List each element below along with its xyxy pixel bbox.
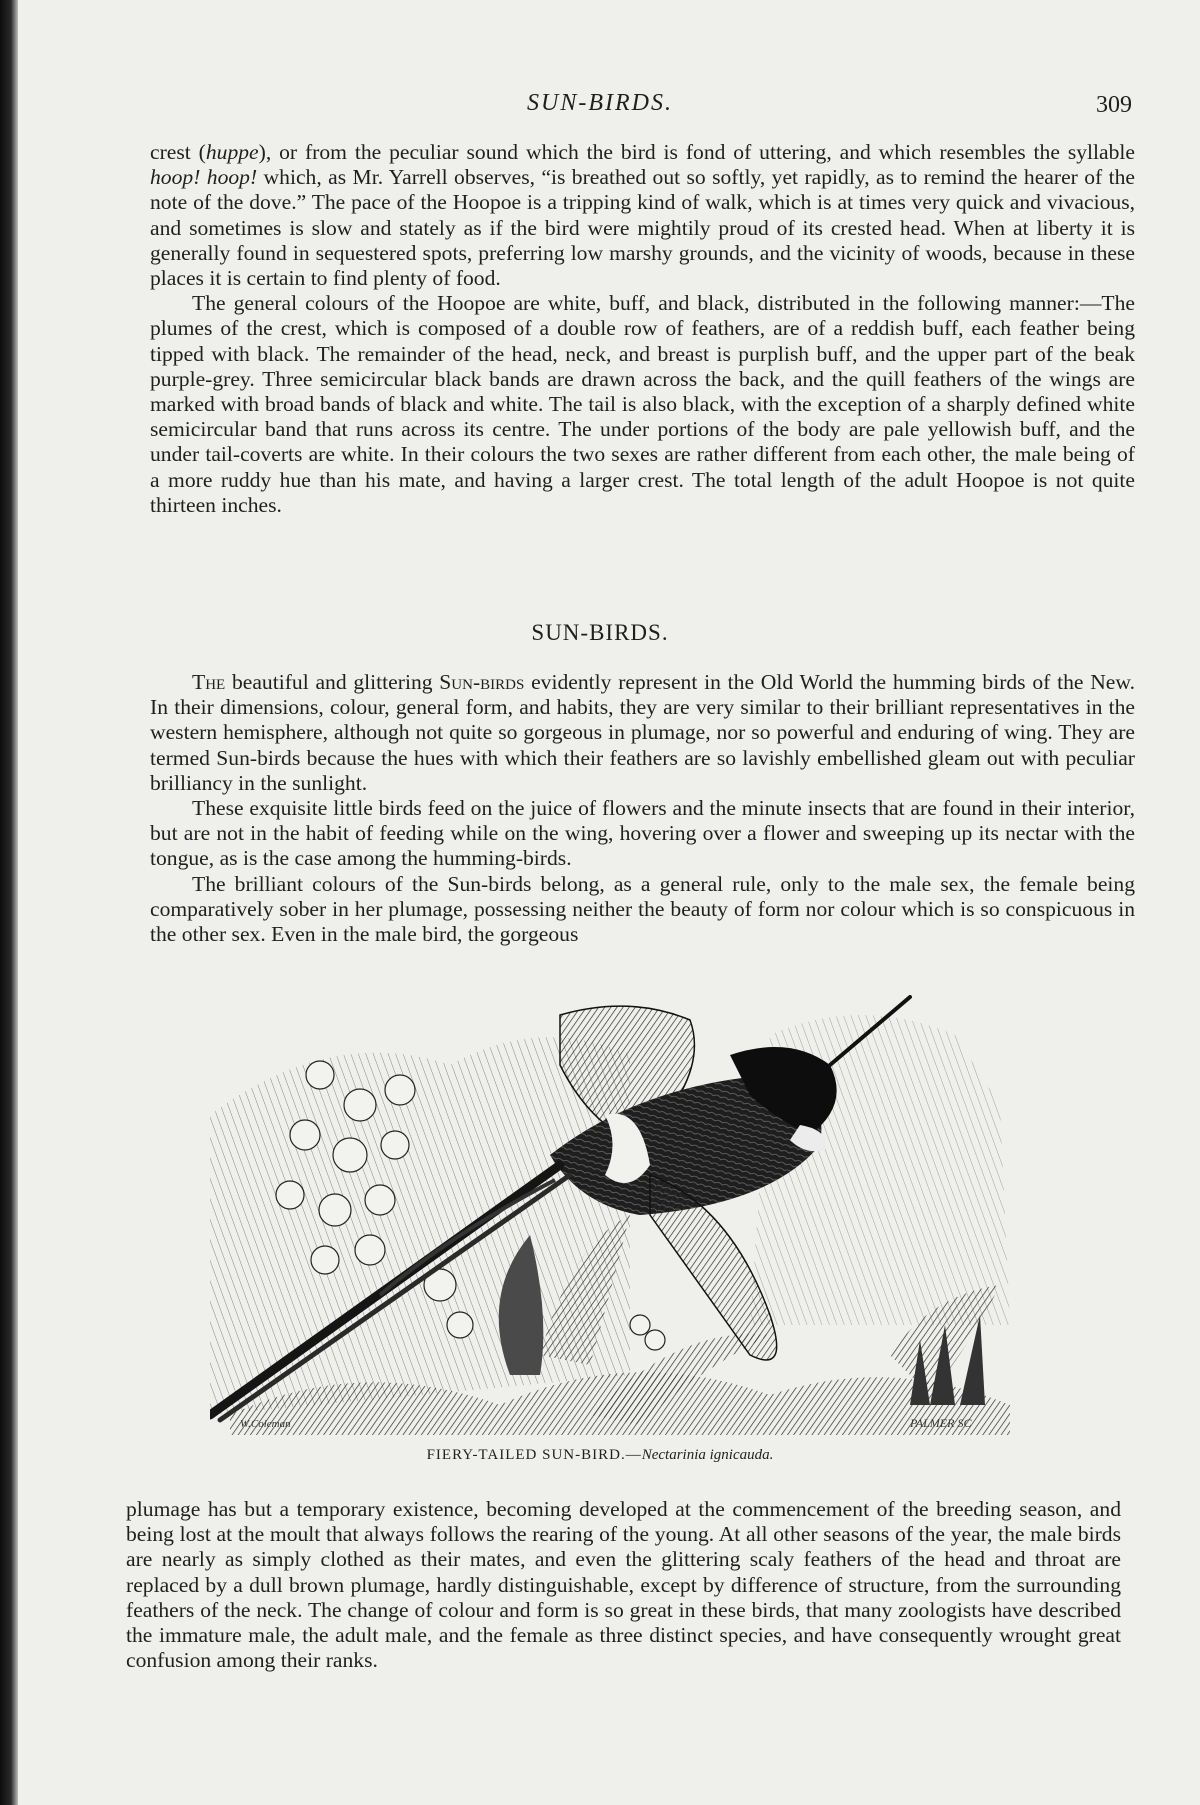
small-caps-lead: The	[192, 670, 226, 694]
sunbirds-continued-text-block	[126, 1497, 1121, 1673]
engraver-signature-left: W.Coleman	[240, 1418, 291, 1430]
figure-caption	[0, 1447, 1200, 1464]
caption-title: FIERY-TAILED SUN-BIRD.—	[426, 1447, 642, 1463]
italic-term-huppe: huppe	[205, 140, 259, 164]
paragraph-sunbirds-colours: The brilliant colours of the Sun-birds belong, as a general rule, only to the male sex, the female being comparatively sober in her plumage, possessing neither the beauty of form nor colour which is so conspicuous in the other sex. Even in the male bird, the gorgeous	[150, 871, 1135, 947]
text-run: beautiful and glittering	[225, 670, 440, 694]
section-heading: SUN-BIRDS.	[531, 620, 669, 645]
paragraph-hoopoe-colours: The general colours of the Hoopoe are white, buff, and black, distributed in the following manner:—The plumes of the crest, which is composed of a double row of feathers, are of a reddish buff, each feather being tipped with black. The remainder of the head, neck, and breast is purplish buff, and the upper part of the beak purple-grey. Three semicircular black bands are drawn across the back, and the quill feathers of the wings are marked with broad bands of black and white. The tail is also black, with the exception of a sharply defined white semicircular band that runs across its centre. The under portions of the body are pale yellowish buff, and the under tail-coverts are white. In their colours the two sexes are rather different from each other, the male being of a more ruddy hue than his mate, and having a larger crest. The total length of the adult Hoopoe is not quite thirteen inches.	[150, 291, 1135, 517]
engraver-signature-right: PALMER SC	[910, 1416, 972, 1430]
page-number: 309	[1096, 92, 1132, 118]
paragraph-hoopoe-habits	[150, 140, 1135, 291]
paragraph-sunbirds-intro	[150, 670, 1135, 796]
running-head: SUN-BIRDS.	[527, 90, 673, 116]
paragraph-sunbirds-feeding: These exquisite little birds feed on the juice of flowers and the minute insects that are found in their interior, but are not in the habit of feeding while on the wing, hovering over a flower and sweeping up its nectar with the tongue, as is the case among the humming-birds.	[150, 796, 1135, 871]
hoopoe-text-block	[150, 140, 1135, 518]
text-run: evidently represent in the Old World the humming birds of the New. In their dimensions, colour, general form, and habits, they are very similar to their brilliant representatives in the western hemisphere, although not quite so gorgeous in plumage, nor so powerful and enduring of wing. They are termed Sun-birds because the hues with which their feathers are so lavishly embellished gleam out with peculiar brilliancy in the sunlight.	[150, 670, 1135, 795]
text-run: which, as Mr. Yarrell observes, “is breathed out so softly, yet rapidly, as to remind the hearer of the note of the dove.” The pace of the Hoopoe is a tripping kind of walk, which is at times very quick and vivacious, and sometimes is slow and stately as if the bird were mightily proud of its crested head. When at liberty it is generally found in sequestered spots, preferring low marshy grounds, and the vicinity of woods, because in these places it is certain to find plenty of food.	[150, 165, 1135, 291]
sunbirds-text-block	[150, 670, 1135, 947]
caption-latin-name: Nectarinia ignicauda.	[641, 1447, 774, 1463]
sunbird-engraving	[210, 995, 1055, 1435]
italic-term-hoop: hoop! hoop!	[150, 165, 258, 190]
text-run: ), or from the peculiar sound which the bird is fond of uttering, and which resembles the syllable	[258, 140, 1135, 164]
text-run: crest (	[150, 140, 206, 164]
small-caps-term: Sun-birds	[439, 670, 525, 694]
paragraph-plumage-seasonal: plumage has but a temporary existence, becoming developed at the commencement of the breeding season, and being lost at the moult that always follows the rearing of the young. At all other seasons of the year, the male birds are nearly as simply clothed as their mates, and even the glittering scaly feathers of the head and throat are replaced by a dull brown plumage, hardly distinguishable, except by difference of structure, from the surrounding feathers of the neck. The change of colour and form is so great in these birds, that many zoologists have described the immature male, the adult male, and the female as three distinct species, and have consequently wrought great confusion among their ranks.	[126, 1497, 1121, 1673]
